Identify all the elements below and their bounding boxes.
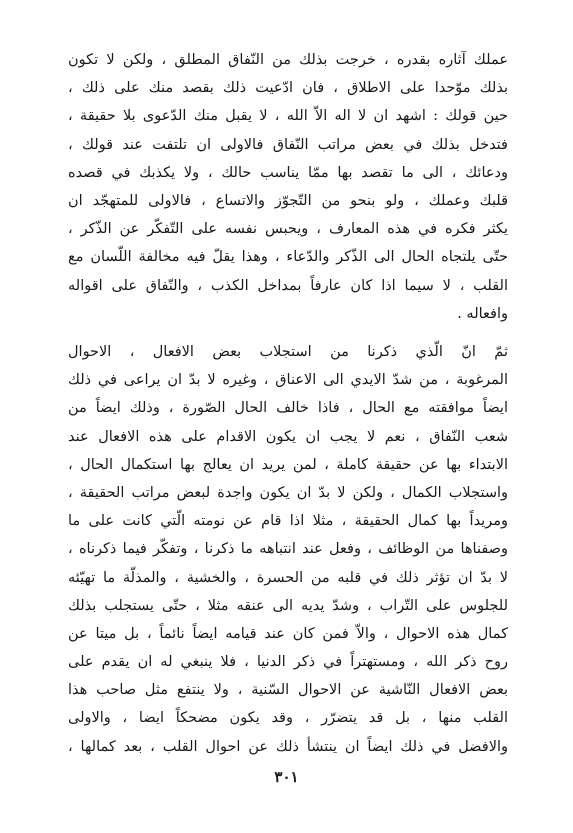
paragraph-2-line: ثمّ انّ الّذي ذكرنا من استجلاب بعض الافعال ، الاحوال [68, 344, 508, 360]
paragraph-2-line: شعب النّفاق ، نعم لا يجب ان يكون الاقدام على هذه الافعال عند [68, 428, 508, 445]
paragraph-1-line: حتّى يلتجاه الحال الى الذّكر والدّعاء ، وهذا يقلّ فيه مخالفة اللّسان مع [68, 249, 508, 266]
paragraph-1-line: القلب ، لا سيما اذا كان عارفاً بمداخل الكذب ، والنّفاق على اقواله [68, 277, 508, 294]
paragraph-1-line: بذلك موّحدا على الاطلاق ، فان ادّعيت ذلك بقصد منك على ذلك ، [68, 80, 508, 97]
paragraph-1 [68, 46, 508, 328]
paragraph-2-line: كمال هذه الاحوال ، والاّ فمن كان عند قيامه ايضاً نائماً ، بل ميتا عن [68, 625, 508, 642]
paragraph-1-line: ودعائك ، الى ما تقصد بها ممّا يناسب حالك ، ولا يكذبك في قصده [68, 164, 508, 181]
paragraph-1-line: فتدخل بذلك في بعض مراتب النّفاق فالاولى ان تلتفت عند قولك ، [68, 136, 508, 153]
paragraph-1-line: حين قولك : اشهد ان لا اله الاّ الله ، لا يقبل منك الدّعوى بلا حقيقة ، [68, 108, 508, 125]
paragraph-2-line: الابتداء بها عن حقيقة كاملة ، لمن يريد ان يعالج بها استكمال الحال ، [68, 456, 508, 473]
page-number: ٣٠١ [274, 768, 299, 786]
paragraph-2-line: لا بدّ ان تؤثر ذلك في قلبه من الحسرة ، والخشية ، والمذلّة ما تهيّئه [68, 569, 508, 586]
paragraph-1-line: يكثر فكره في هذه المعارف ، ويحبس نفسه على التّفكّر عن الذّكر ، [68, 221, 508, 238]
paragraph-2-line: بعض الافعال النّاشية عن الاحوال السّنية ، ولا ينتفع مثل صاحب هذا [68, 682, 508, 699]
paragraph-2-line: روح ذكر الله ، ومستهتراً في ذكر الدنيا ، فلا ينبغي له ان يقدم على [68, 654, 508, 671]
paragraph-1-line: قلبك وعملك ، ولو بنحو من التّجوّز والاتساع ، فالاولى للمتهجّد ان [68, 192, 508, 209]
paragraph-2 [68, 338, 508, 761]
paragraph-1-line: وافعاله . [457, 305, 508, 322]
paragraph-2-line: واستجلاب الكمال ، ولكن لا بدّ ان يكون واجدة لبعض مراتب الحقيقة ، [68, 484, 508, 501]
paragraph-2-line: القلب منها ، بل قد يتضرّر ، وقد يكون مضحكاً ايضا ، والاولى [68, 710, 508, 727]
paragraph-2-line: والافضل في ذلك ايضاً ان ينتشأ ذلك عن احوال القلب ، بعد كمالها ، [68, 738, 508, 755]
paragraph-2-line: المرغوبة ، من شدّ الايدي الى الاعناق ، وغيره لا بدّ ان يراعى في ذلك [68, 372, 508, 389]
paragraph-2-line: ومريداً بها كمال الحقيقة ، مثلا اذا قام عن نومته الّتي كانت على ما [68, 513, 508, 530]
paragraph-2-line: وصفناها من الوظائف ، وفعل عند انتباهه ما ذكرنا ، وتفكّر فيما ذكرناه ، [68, 541, 508, 558]
paragraph-1-line: عملك آثاره بقدره ، خرجت بذلك من النّفاق المطلق ، ولكن لا تكون [68, 52, 508, 68]
paragraph-2-line: للجلوس على التّراب ، وشدّ يديه الى عنقه مثلا ، حتّى يستجلب بذلك [68, 597, 508, 614]
paragraph-2-line: ايضاً موافقته مع الحال ، فاذا خالف الحال الصّورة ، وذلك ايضاً من [68, 400, 508, 417]
